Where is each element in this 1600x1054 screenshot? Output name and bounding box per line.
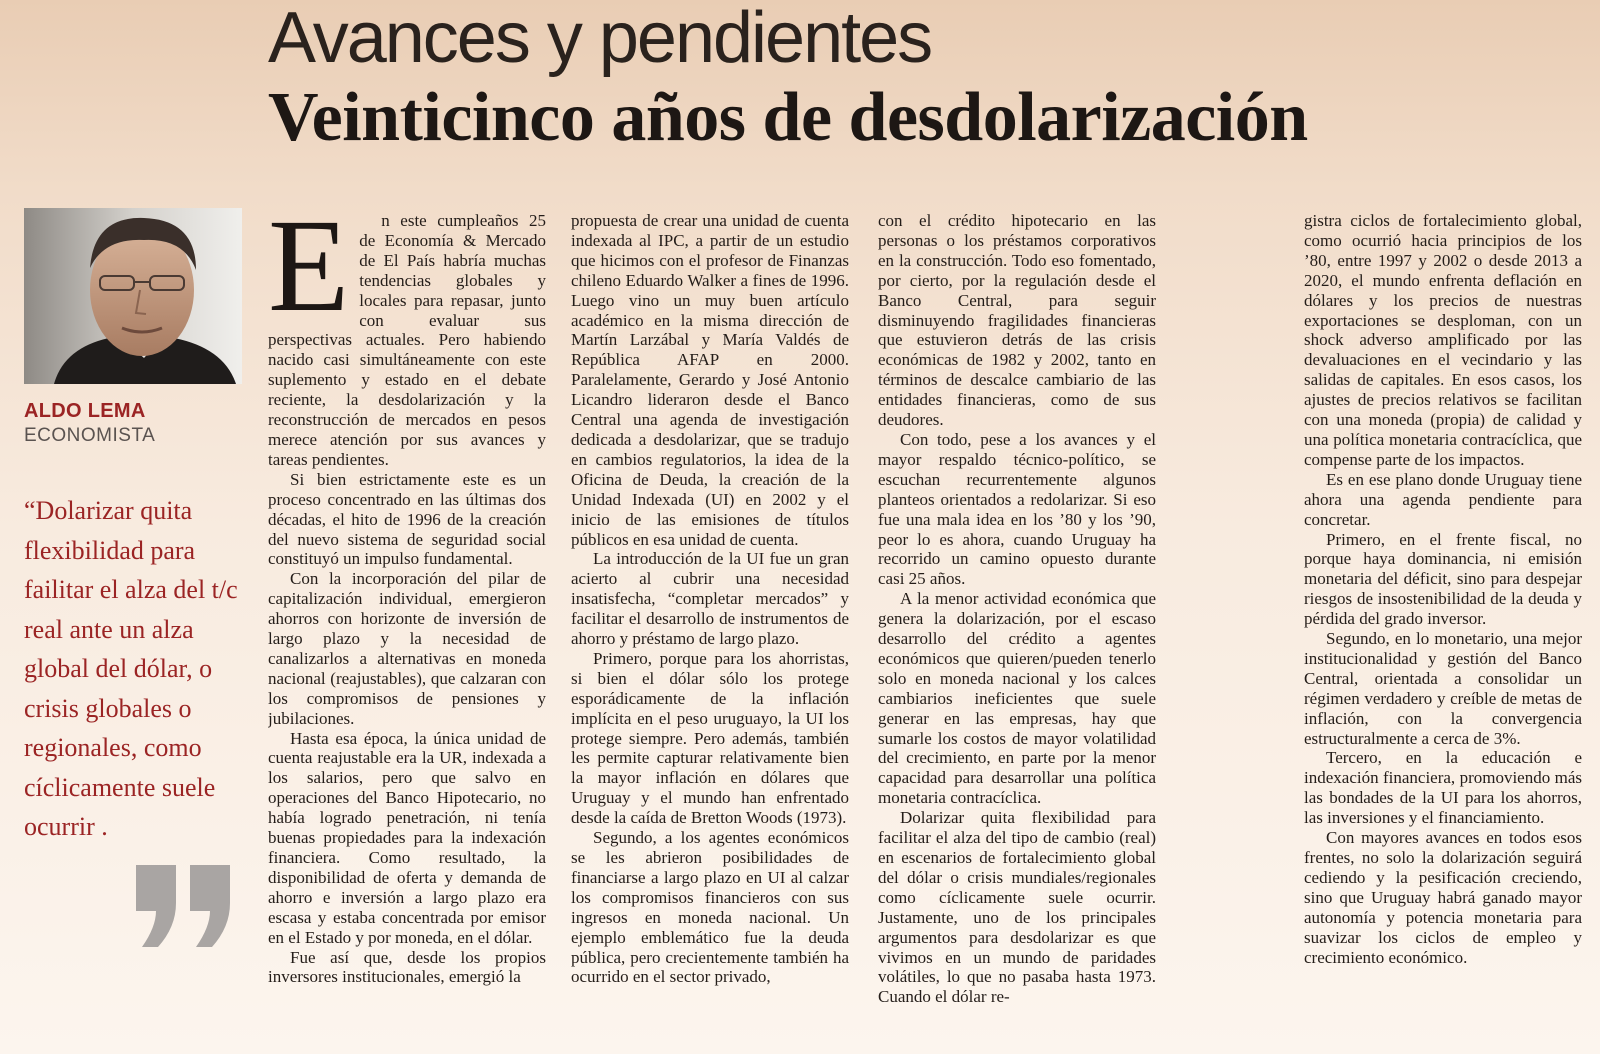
- pull-quote: “Dolarizar quita flexibilidad para failitar el alza del t/c real ante un alza global del dólar, o crisis globales o regionales, como cíclicamente suele ocurrir .: [24, 496, 238, 841]
- paragraph: Segundo, a los agentes económicos se les abrieron posibilidades de financiarse a largo plazo en UI al calzar los compromisos financieros con sus ingresos en moneda nacional. Un ejemplo emblemático fue la deuda pública, pero crecientemente también ha ocurrido en el sector privado,: [571, 828, 849, 987]
- paragraph: Con todo, pese a los avances y el mayor respaldo técnico-político, se escuchan recurrentemente algunos planteos orientados a redolarizar. Si eso fue una mala idea en los ’80 y los ’90, peor lo es ahora, cuando Uruguay ha recorrido un camino opuesto durante casi 25 años.: [878, 429, 1156, 589]
- author-photo: [24, 208, 242, 384]
- paragraph: Fue así que, desde los propios inversores institucionales, emergió la: [268, 947, 546, 987]
- paragraph: A la menor actividad económica que genera la dolarización, por el escaso desarrollo del crédito a agentes económicos que quieren/pueden tenerlo solo en moneda nacional y los calces cambiarios ineficientes que suele generar en las empresas, hay que sumarle los costos de mayor volatilidad del crecimiento, en parte por la menor capacidad para desarrollar una política monetaria contracíclica.: [878, 589, 1156, 808]
- author-sidebar: [24, 208, 246, 947]
- article-header: [268, 0, 1588, 156]
- article-column-4: [1304, 211, 1582, 1041]
- paragraph: Con la incorporación del pilar de capitalización individual, emergieron ahorros con horizonte de inversión de largo plazo y la necesidad de canalizarlos a alternativas en moneda nacional (reajustables), que calzaran con los compromisos de pensiones y jubilaciones.: [268, 569, 546, 728]
- paragraph: Dolarizar quita flexibilidad para facilitar el alza del tipo de cambio (real) en escenarios de fortalecimiento global del dólar o crisis mundiales/regionales como cíclicamente suele ocurrir. Justamente, uno de los principales argumentos para desdolarizar es que vivimos en un mundo de paridades volátiles, lo que no pasaba hasta 1973. Cuando el dólar re-: [878, 808, 1156, 1007]
- article-column-2: [571, 211, 849, 1041]
- paragraph: La introducción de la UI fue un gran acierto al cubrir una necesidad insatisfecha, “completar mercados” y facilitar el desarrollo de instrumentos de ahorro y préstamo de largo plazo.: [571, 549, 849, 649]
- author-role: ECONOMISTA: [24, 425, 156, 446]
- paragraph: n este cumpleaños 25 de Economía & Mercado de El País habría muchas tendencias globales y locales para repasar, junto con evaluar sus perspectivas actuales. Pero habiendo nacido casi simultáneamente con este suplemento y estado en el debate reciente, la desdolarización y la reconstrucción de mercados en pesos merece atención por sus avances y tareas pendientes.: [268, 211, 546, 469]
- paragraph: Segundo, en lo monetario, una mejor institucionalidad y gestión del Banco Central, orientada a consolidar un régimen verdadero y creíble de metas de inflación, con la convergencia estructuralmente a cerca de 3%.: [1304, 629, 1582, 748]
- article-column-3: [878, 211, 1156, 1041]
- paragraph: Con mayores avances en todos esos frentes, no solo la dolarización seguirá cediendo y la pesificación creciendo, sino que Uruguay habrá ganado mayor autonomía y potencia monetaria para suavizar los ciclos de empleo y crecimiento económico.: [1304, 828, 1582, 967]
- paragraph: Tercero, en la educación e indexación financiera, promoviendo más las bondades de la UI para los ahorros, las inversiones y el financiamiento.: [1304, 748, 1582, 828]
- headline: Veinticinco años de desdolarización: [268, 79, 1308, 156]
- paragraph: Hasta esa época, la única unidad de cuenta reajustable era la UR, indexada a los salarios, pero que salvo en operaciones del Banco Hipotecario, no había logrado penetración, ni tenía buenas propiedades para la indexación financiera. Como resultado, la disponibilidad de oferta y demanda de ahorro e inversión a largo plazo era escasa y estaba concentrada por emisor en el Estado y por moneda, en el dólar.: [268, 728, 546, 947]
- paragraph: Primero, en el frente fiscal, no porque haya dominancia, ni emisión monetaria del déficit, sino para despejar riesgos de insostenibilidad de la deuda y pérdida del grado inversor.: [1304, 529, 1582, 629]
- article-column-1: [268, 211, 546, 1041]
- closing-quote-icon: [136, 865, 232, 947]
- paragraph: Primero, porque para los ahorristas, si bien el dólar sólo los protege esporádicamente de la inflación implícita en el peso uruguayo, la UI los protege siempre. Pero además, también les permite capturar relativamente bien la mayor inflación en dólares que Uruguay y el mundo han enfrentado desde la caída de Bretton Woods (1973).: [571, 648, 849, 828]
- paragraph: gistra ciclos de fortalecimiento global, como ocurrió hacia principios de los ’80, entre 1997 y 2002 o desde 2013 a 2020, el mundo enfrenta deflación en dólares y los precios de nuestras exportaciones se desploman, con un shock adverso amplificado por las devaluaciones en el vecindario y las salidas de capitales. En esos casos, los ajustes de precios relativos se facilitan con una moneda (propia) de calidad y una política monetaria contracíclica, que compense parte de los impactos.: [1304, 211, 1582, 469]
- paragraph: Si bien estrictamente este es un proceso concentrado en las últimas dos décadas, el hito de 1996 de la creación del nuevo sistema de seguridad social constituyó un impulso fundamental.: [268, 469, 546, 569]
- paragraph: propuesta de crear una unidad de cuenta indexada al IPC, a partir de un estudio que hicimos con el profesor de Finanzas chileno Eduardo Walker a fines de 1996. Luego vino un muy buen artículo académico en la misma dirección de Martín Larzábal y María Valdés de República AFAP en 2000. Paralelamente, Gerardo y José Antonio Licandro lideraron desde el Banco Central una agenda de investigación dedicada a desdolarizar, que se tradujo en cambios regulatorios, la idea de la Oficina de Deuda, la creación de la Unidad Indexada (UI) en 2002 y el inicio de las emisiones de títulos públicos en esa unidad de cuenta.: [571, 211, 849, 549]
- paragraph: Es en ese plano donde Uruguay tiene ahora una agenda pendiente para concretar.: [1304, 469, 1582, 529]
- kicker: Avances y pendientes: [268, 0, 932, 78]
- paragraph: con el crédito hipotecario en las personas o los préstamos corporativos en la construcción. Todo eso fomentado, por cierto, por la regulación desde el Banco Central, para seguir disminuyendo fragilidades financieras que estuvieron detrás de las crisis económicas de 1982 y 2002, tanto en términos de descalce cambiario de las entidades financieras, como de sus deudores.: [878, 211, 1156, 430]
- author-name: ALDO LEMA: [24, 400, 146, 422]
- drop-cap: E: [268, 211, 350, 339]
